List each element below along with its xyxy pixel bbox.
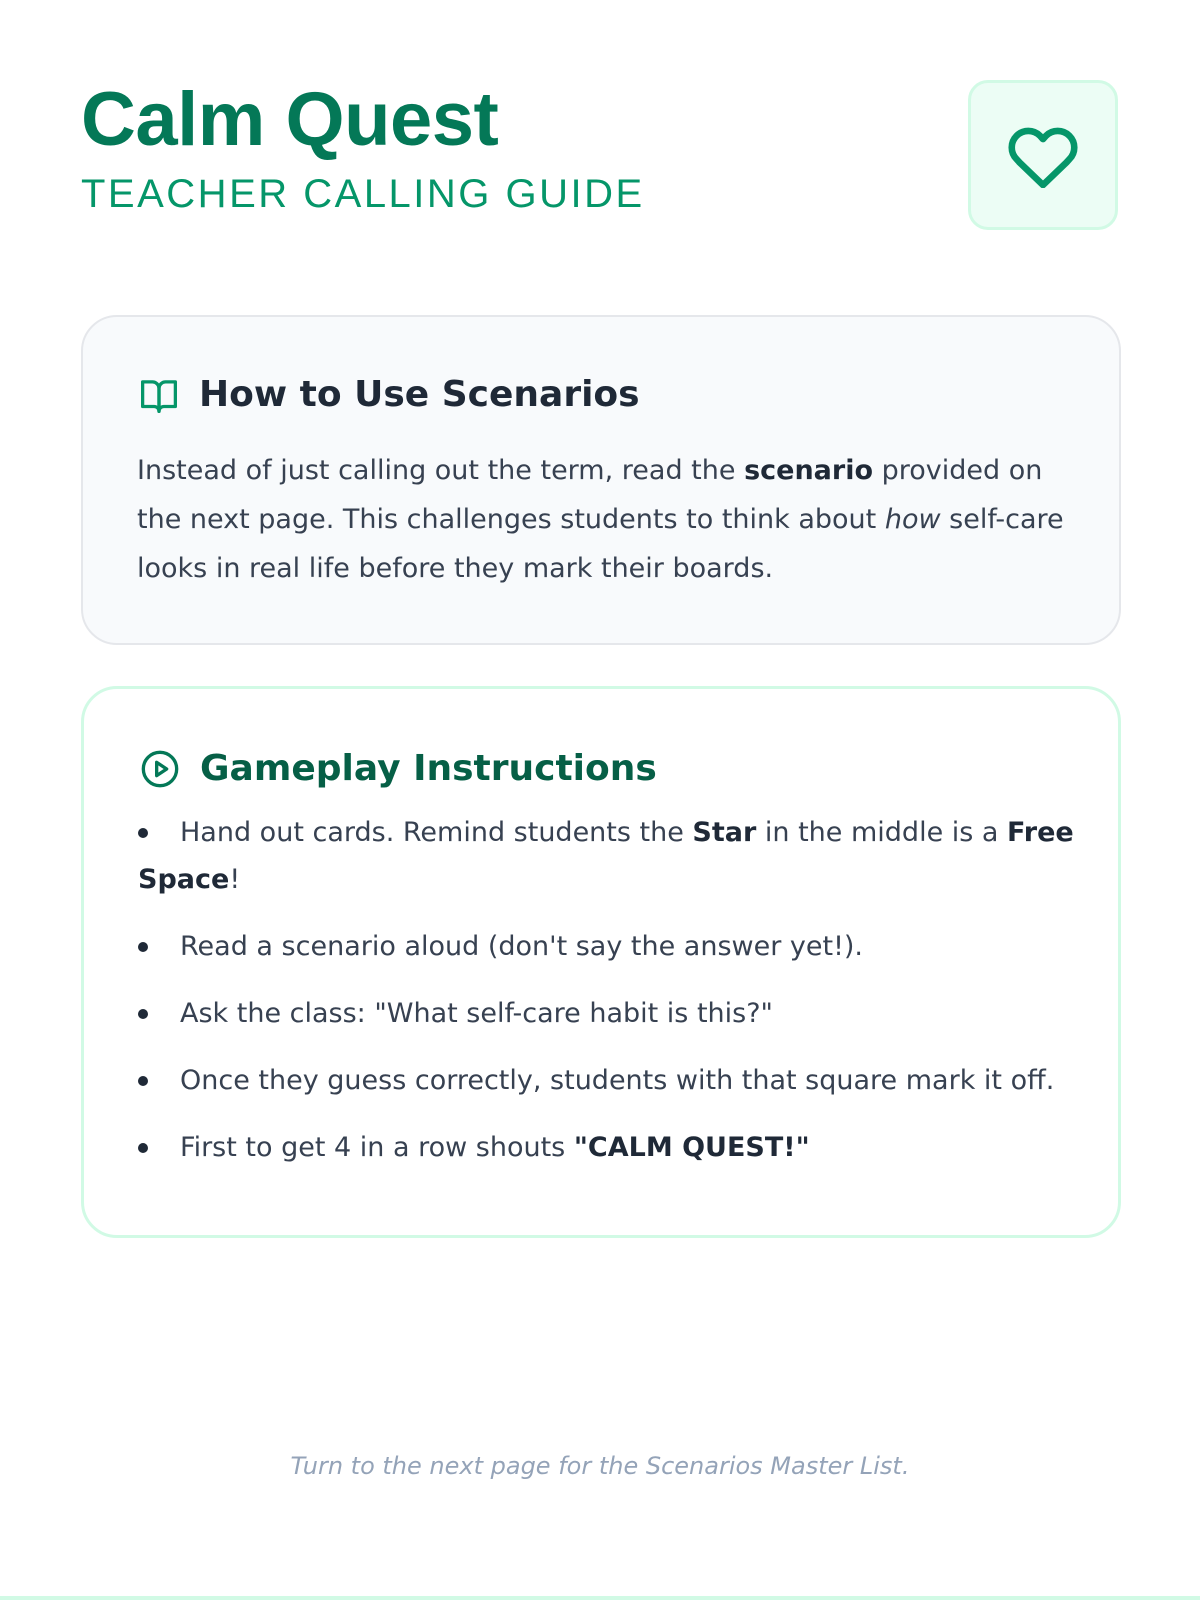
gameplay-instructions-card bbox=[81, 686, 1121, 1238]
body-text-segment: Instead of just calling out the term, read the bbox=[137, 455, 745, 486]
card-body-text bbox=[137, 446, 1077, 593]
item-text: Hand out cards. Remind students the bbox=[180, 817, 693, 848]
list-item bbox=[138, 923, 1078, 970]
bullet-dot bbox=[138, 1076, 148, 1086]
item-text: Once they guess correctly, students with that square mark it off. bbox=[180, 1065, 1055, 1096]
body-text-italic: how bbox=[884, 504, 941, 535]
item-text: ! bbox=[229, 864, 241, 895]
card-header bbox=[137, 373, 640, 417]
book-open-icon bbox=[137, 373, 181, 417]
footer-note: Turn to the next page for the Scenarios Master List. bbox=[290, 1452, 910, 1480]
bullet-dot bbox=[138, 828, 148, 838]
instructions-list bbox=[138, 809, 1078, 1191]
body-text-segment: provided on the next page. This challenges students to think about bbox=[137, 455, 1043, 535]
item-bold: Star bbox=[692, 817, 757, 848]
play-circle-icon bbox=[138, 747, 182, 791]
card-title: How to Use Scenarios bbox=[199, 374, 640, 415]
card-header bbox=[138, 747, 657, 791]
list-item bbox=[138, 1124, 1078, 1171]
list-item bbox=[138, 809, 1078, 903]
body-text-bold: scenario bbox=[744, 455, 874, 486]
bullet-dot bbox=[138, 942, 148, 952]
item-text: Ask the class: "What self-care habit is this?" bbox=[180, 998, 773, 1029]
page-title: Calm Quest bbox=[81, 77, 499, 162]
item-text: Read a scenario aloud (don't say the answer yet!). bbox=[180, 931, 864, 962]
bullet-dot bbox=[138, 1009, 148, 1019]
item-bold: "CALM QUEST!" bbox=[573, 1132, 810, 1163]
page-header bbox=[81, 77, 1121, 236]
list-item bbox=[138, 990, 1078, 1037]
page-subtitle: TEACHER CALLING GUIDE bbox=[81, 172, 645, 216]
body-text-segment: self-care looks in real life before they mark their boards. bbox=[137, 504, 1064, 584]
list-item bbox=[138, 1057, 1078, 1104]
heart-icon bbox=[1006, 122, 1080, 188]
bullet-dot bbox=[138, 1143, 148, 1153]
item-text: in the middle is a bbox=[756, 817, 1008, 848]
item-text: First to get 4 in a row shouts bbox=[180, 1132, 574, 1163]
item-bold: Free Space bbox=[138, 817, 1074, 895]
card-title: Gameplay Instructions bbox=[200, 748, 657, 789]
heart-badge bbox=[968, 80, 1118, 230]
how-to-use-scenarios-card bbox=[81, 315, 1121, 645]
